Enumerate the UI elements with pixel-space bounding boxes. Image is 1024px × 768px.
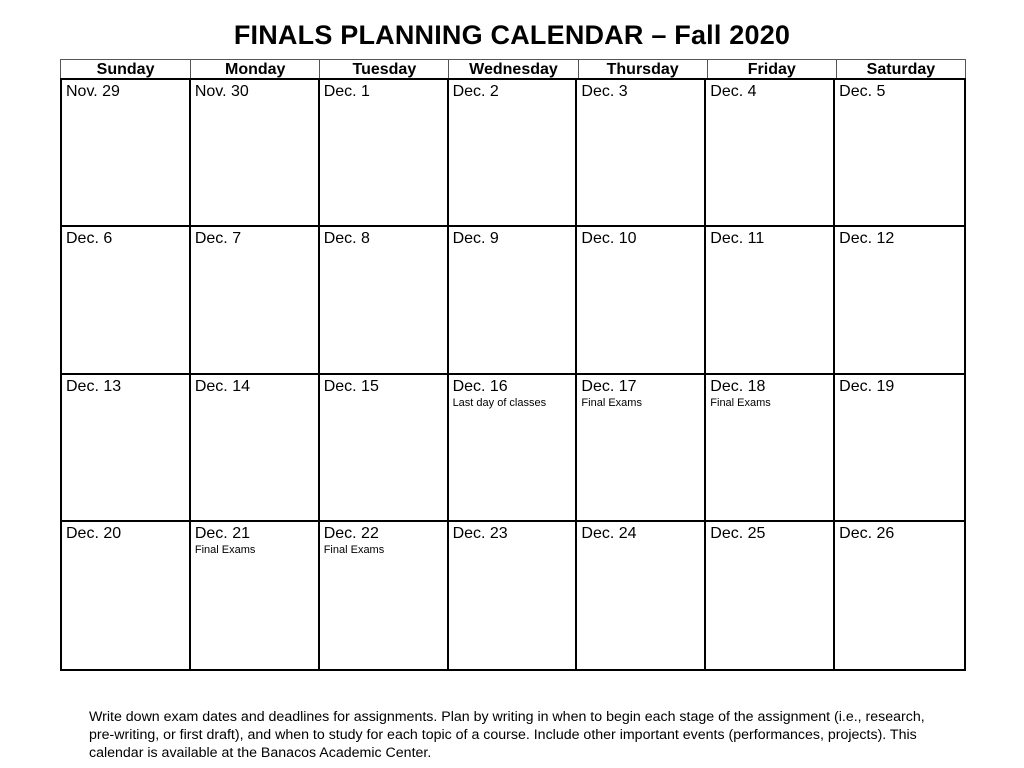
calendar-day-cell: [835, 522, 964, 669]
day-date: Dec. 15: [323, 377, 379, 395]
calendar-grid: [60, 78, 966, 671]
day-date: Dec. 6: [66, 230, 113, 248]
calendar-day-cell: [62, 522, 191, 669]
weekday-wednesday: Wednesday: [448, 60, 577, 78]
calendar-day-cell: [706, 227, 835, 374]
page-title: FINALS PLANNING CALENDAR – Fall 2020: [233, 20, 791, 50]
calendar-day-cell: [320, 375, 449, 522]
day-date: Dec. 21: [194, 524, 250, 542]
weekday-monday: Monday: [190, 60, 319, 78]
calendar-day-cell: [449, 522, 578, 669]
calendar-day-cell: [706, 375, 835, 522]
day-date: Dec. 14: [194, 377, 250, 395]
day-date: Dec. 4: [710, 83, 757, 100]
calendar-day-cell: [320, 522, 449, 669]
weekday-sunday: Sunday: [96, 61, 155, 78]
calendar-day-cell: [835, 375, 964, 522]
calendar-day-cell: [449, 227, 578, 374]
weekday-tuesday: Tuesday: [319, 60, 448, 78]
calendar-day-cell: [191, 80, 320, 227]
day-note: Final Exams: [581, 396, 642, 409]
calendar-day-cell: [577, 227, 706, 374]
day-date: Dec. 8: [323, 230, 370, 248]
day-date: Dec. 25: [710, 524, 766, 542]
day-date: Dec. 16: [452, 377, 508, 395]
day-date: Dec. 12: [839, 230, 895, 248]
calendar-day-cell: [577, 522, 706, 669]
day-date: Dec. 19: [839, 377, 895, 395]
weekday-saturday: Saturday: [836, 60, 965, 78]
calendar-day-cell: [706, 80, 835, 227]
weekday-header-row: [60, 59, 966, 78]
weekday-thursday: Thursday: [578, 60, 707, 78]
day-note: Final Exams: [194, 543, 256, 556]
day-date: Nov. 30: [194, 83, 249, 100]
day-date: Dec. 13: [66, 377, 122, 395]
day-date: Dec. 2: [452, 83, 499, 100]
calendar-day-cell: [62, 375, 191, 522]
day-date: Dec. 20: [66, 524, 122, 542]
calendar-day-cell: [191, 227, 320, 374]
day-date: Dec. 1: [323, 83, 370, 100]
calendar-day-cell: [320, 227, 449, 374]
calendar-day-cell: [62, 227, 191, 374]
day-date: Dec. 18: [710, 377, 766, 395]
day-date: Dec. 23: [452, 524, 508, 542]
day-date: Nov. 29: [66, 83, 120, 100]
calendar-day-cell: [449, 375, 578, 522]
day-date: Dec. 22: [323, 524, 379, 542]
day-note: Last day of classes: [452, 396, 547, 409]
day-note: Final Exams: [323, 543, 385, 556]
calendar-day-cell: [835, 80, 964, 227]
calendar: [60, 59, 966, 671]
calendar-day-cell: [835, 227, 964, 374]
calendar-day-cell: [577, 375, 706, 522]
calendar-day-cell: [449, 80, 578, 227]
day-date: Dec. 5: [839, 83, 886, 100]
day-date: Dec. 10: [581, 230, 637, 248]
footer-instructions: Write down exam dates and deadlines for assignments. Plan by writing in when to begin each stage of the assignment (i.e., research, pre-writing, or first draft), and when to study for each topic of a course. Include other important events (performances, projects). This calendar is available at the Banacos Academic Center.: [89, 709, 925, 761]
calendar-day-cell: [62, 80, 191, 227]
weekday-friday: Friday: [707, 60, 836, 78]
calendar-day-cell: [577, 80, 706, 227]
day-date: Dec. 9: [452, 230, 499, 248]
day-date: Dec. 26: [839, 524, 895, 542]
day-date: Dec. 24: [581, 524, 637, 542]
day-note: Final Exams: [710, 396, 771, 409]
calendar-day-cell: [191, 375, 320, 522]
day-date: Dec. 3: [581, 83, 628, 100]
day-date: Dec. 7: [194, 230, 242, 248]
calendar-day-cell: [706, 522, 835, 669]
day-date: Dec. 17: [581, 377, 637, 395]
calendar-day-cell: [191, 522, 320, 669]
calendar-day-cell: [320, 80, 449, 227]
day-date: Dec. 11: [710, 230, 765, 248]
